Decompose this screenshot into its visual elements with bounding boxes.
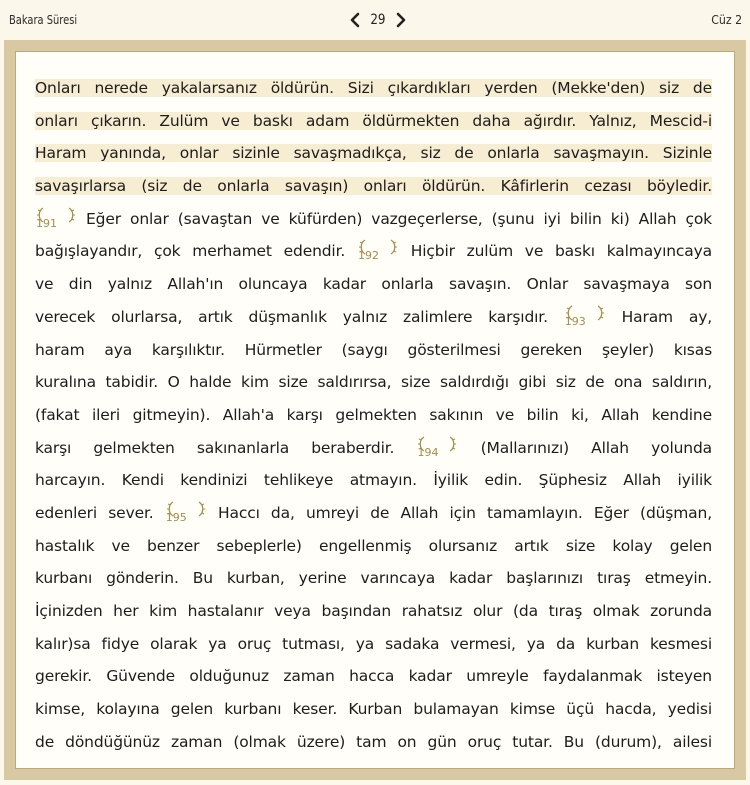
verse-fragment: karşı gelmekten sakınanlarla beraberdir. xyxy=(35,438,417,457)
verse-text xyxy=(35,700,712,718)
text-line xyxy=(35,497,712,530)
verse-text xyxy=(35,308,712,326)
chevron-left-icon[interactable] xyxy=(348,10,362,30)
juz-label: Cüz 2 xyxy=(711,12,742,27)
text-line xyxy=(35,72,712,105)
ayah-number-marker[interactable] xyxy=(165,500,206,524)
ayah-number: 195 xyxy=(165,510,187,524)
text-line xyxy=(35,235,712,268)
verse-fragment: Hiçbir zulüm ve baskı kalmayıncaya xyxy=(398,242,712,261)
chevron-right-icon[interactable] xyxy=(394,10,408,30)
verse-fragment: (Mallarınızı) Allah yolunda xyxy=(458,438,712,457)
verse-text xyxy=(35,275,712,293)
verse-text xyxy=(35,471,712,489)
ayah-number: 191 xyxy=(36,216,57,230)
verse-text xyxy=(35,373,712,391)
text-line xyxy=(35,268,712,301)
verse-fragment: Haram yanında, onlar sizinle savaşmadıkça, siz de onlarla savaşmayın. Sizinle xyxy=(35,144,712,163)
page-number: 29 xyxy=(370,12,386,28)
verse-text xyxy=(35,537,712,555)
verse-fragment: İçinizden her kim hastalanır veya başından rahatsız olur (da tıraş olmak zorunda xyxy=(35,602,712,620)
page-header xyxy=(0,0,750,42)
text-line xyxy=(35,301,712,334)
verse-fragment: edenleri sever. xyxy=(35,503,165,522)
text-line xyxy=(35,432,712,465)
ayah-number-marker[interactable] xyxy=(417,435,457,459)
verse-text xyxy=(35,504,712,522)
verse-text xyxy=(35,439,712,457)
verse-fragment: Haccı da, umreyi de Allah için tamamlayın. Eğer (düşman, xyxy=(206,503,712,522)
page-navigator xyxy=(348,9,408,31)
highlighted-verse-text xyxy=(35,79,712,97)
text-line xyxy=(35,693,712,726)
text-line xyxy=(35,726,712,759)
verse-fragment: (fakat ileri gitmeyin). Allah'a karşı gelmekten sakının ve bilin ki, Allah kendine xyxy=(35,405,712,424)
text-line xyxy=(35,628,712,661)
highlighted-verse-text xyxy=(35,144,712,162)
verse-fragment: kimse, kolayına gelen kurbanı keser. Kurban bulamayan kimse üçü hacda, yedisi xyxy=(35,700,712,719)
text-line xyxy=(35,660,712,693)
text-line xyxy=(35,203,712,236)
verse-fragment: Onları nerede yakalarsanız öldürün. Sizi çıkardıkları yerden (Mekke'den) siz de xyxy=(35,79,712,97)
verse-text xyxy=(35,242,712,263)
text-line xyxy=(35,105,712,138)
verse-fragment: ve din yalnız Allah'ın oluncaya kadar onlarla savaşın. Onlar savaşmaya son xyxy=(35,275,712,294)
text-line xyxy=(35,595,712,628)
verse-fragment: Eğer onlar (savaştan ve küfürden) vazgeçerlerse, (şunu iyi bilin ki) Allah çok xyxy=(77,209,712,228)
ayah-number: 194 xyxy=(417,445,439,459)
verse-fragment: gerekir. Güvende olduğunuz zaman hacca kadar umreyle faydalanmak isteyen xyxy=(35,667,712,686)
ayah-number-marker[interactable] xyxy=(564,304,605,328)
text-line xyxy=(35,399,712,432)
ayah-number-marker[interactable] xyxy=(36,206,76,230)
verse-fragment: Haram ay, xyxy=(605,307,713,326)
verse-text xyxy=(35,667,712,685)
verse-fragment: de döndüğünüz zaman (olmak üzere) tam on gün oruç tutar. Bu (durum), ailesi xyxy=(35,732,712,751)
verse-text xyxy=(35,602,712,620)
verse-text xyxy=(35,210,712,228)
verse-text xyxy=(35,406,712,424)
text-line xyxy=(35,366,712,399)
text-line xyxy=(35,562,712,595)
verse-text xyxy=(35,733,712,751)
verse-text xyxy=(35,341,712,359)
translation-text xyxy=(35,72,712,758)
ayah-number: 193 xyxy=(564,314,586,328)
ayah-number-marker[interactable] xyxy=(357,238,398,263)
text-line xyxy=(35,530,712,563)
verse-fragment: onları çıkarın. Zulüm ve baskı adam öldürmekten daha ağırdır. Yalnız, Mescid-i xyxy=(35,111,712,130)
verse-fragment: hastalık ve benzer sebeplerle) engellenmiş olursanız artık size kolay gelen xyxy=(35,536,712,555)
text-line xyxy=(35,334,712,367)
text-line xyxy=(35,464,712,497)
verse-fragment: harcayın. Kendi kendinizi tehlikeye atmayın. İyilik edin. Şüphesiz Allah iyilik xyxy=(35,471,712,490)
text-line xyxy=(35,170,712,203)
verse-fragment: kalır)sa fidye olarak ya oruç tutması, ya sadaka vermesi, ya da kurban kesmesi xyxy=(35,634,712,653)
verse-fragment: bağışlayandır, çok merhamet edendir. xyxy=(35,242,357,261)
highlighted-verse-text xyxy=(35,112,712,130)
highlighted-verse-text xyxy=(35,177,712,195)
verse-fragment: verecek olurlarsa, artık düşmanlık yalnız zalimlere karşıdır. xyxy=(35,307,564,326)
verse-text xyxy=(35,569,712,587)
verse-text xyxy=(35,635,712,653)
verse-fragment: kurbanı gönderin. Bu kurban, yerine varıncaya kadar başlarınızı tıraş etmeyin. xyxy=(35,569,712,588)
verse-fragment: haram aya karşılıktır. Hürmetler (saygı gösterilmesi gereken şeyler) kısas xyxy=(35,340,712,359)
ayah-number: 192 xyxy=(357,249,379,263)
verse-fragment: kuralına tabidir. O halde kim size saldırırsa, size saldırdığı gibi siz de ona saldırın, xyxy=(35,373,712,392)
text-line xyxy=(35,137,712,170)
verse-fragment: savaşırlarsa (siz de onlarla savaşın) onları öldürün. Kâfirlerin cezası böyledir. xyxy=(35,177,712,196)
surah-name: Bakara Süresi xyxy=(9,12,78,27)
